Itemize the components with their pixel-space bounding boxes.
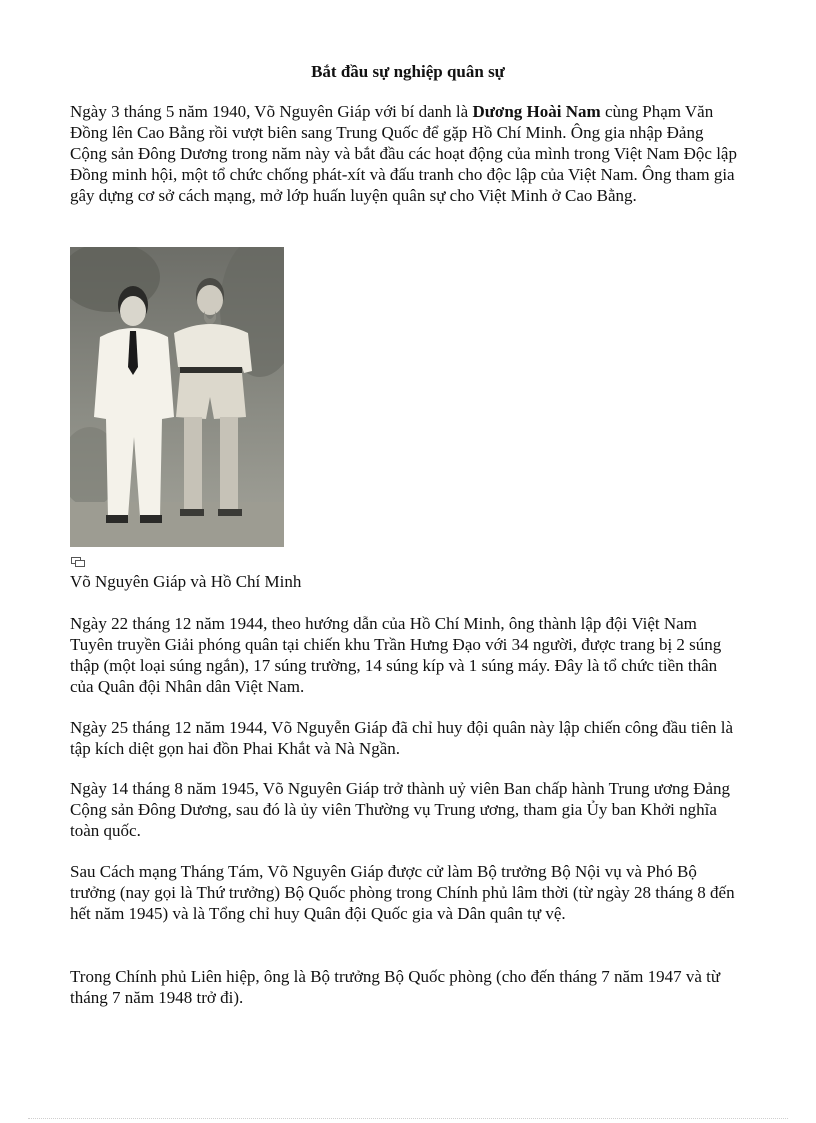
paragraph-1: Ngày 22 tháng 12 năm 1944, theo hướng dẫn của Hồ Chí Minh, ông thành lập đội Việt Nam Tuyên truyền Giải phóng quân tại chiến khu Trần Hưng Đạo với 34 người, được trang bị 2 súng thập (một loại súng ngắn), 17 súng trường, 14 súng kíp và 1 súng máy. Đây là tổ chức tiền thân của Quân đội Nhân dân Việt Nam. [70,614,722,696]
paragraph-2: Ngày 25 tháng 12 năm 1944, Võ Nguyễn Giáp đã chỉ huy đội quân này lập chiến công đầu tiên là tập kích diệt gọn hai đồn Phai Khắt và Nà Ngần. [70,718,734,758]
image-placeholder-icon [71,557,85,567]
paragraph-4: Sau Cách mạng Tháng Tám, Võ Nguyên Giáp được cử làm Bộ trưởng Bộ Nội vụ và Phó Bộ trưởng (nay gọi là Thứ trưởng) Bộ Quốc phòng trong Chính phủ lâm thời (từ ngày 28 tháng 8 đến hết năm 1945) và là Tổng chỉ huy Quân đội Quốc gia và Dân quân tự vệ. [70,862,735,923]
intro-text-before: Ngày 3 tháng 5 năm 1940, Võ Nguyên Giáp với bí danh là [70,102,473,121]
historical-photo [70,247,284,547]
paragraph-3: Ngày 14 tháng 8 năm 1945, Võ Nguyên Giáp trở thành uỷ viên Ban chấp hành Trung ương Đảng Cộng sản Đông Dương, sau đó là ủy viên Thường vụ Trung ương, tham gia Ủy ban Khởi nghĩa toàn quốc. [70,779,731,840]
page-title: Bắt đầu sự nghiệp quân sự [311,62,505,81]
alias-name: Dương Hoài Nam [472,102,601,121]
intro-paragraph [70,101,740,206]
page-bottom-divider [28,1118,788,1119]
intro-text-after: cùng Phạm Văn Đồng lên Cao Bằng rồi vượt biên sang Trung Quốc để gặp Hồ Chí Minh. Ông gia nhập Đảng Cộng sản Đông Dương trong năm này và bắt đầu các hoạt động của mình trong Việt Nam Độc lập Đồng minh hội, một tổ chức chống phát-xít và đấu tranh cho độc lập của Việt Nam. Ông tham gia gây dựng cơ sở cách mạng, mở lớp huấn luyện quân sự cho Việt Minh ở Cao Bằng. [70,102,737,205]
photo-caption: Võ Nguyên Giáp và Hồ Chí Minh [70,572,302,591]
paragraph-5: Trong Chính phủ Liên hiệp, ông là Bộ trưởng Bộ Quốc phòng (cho đến tháng 7 năm 1947 và từ tháng 7 năm 1948 trở đi). [70,967,721,1007]
